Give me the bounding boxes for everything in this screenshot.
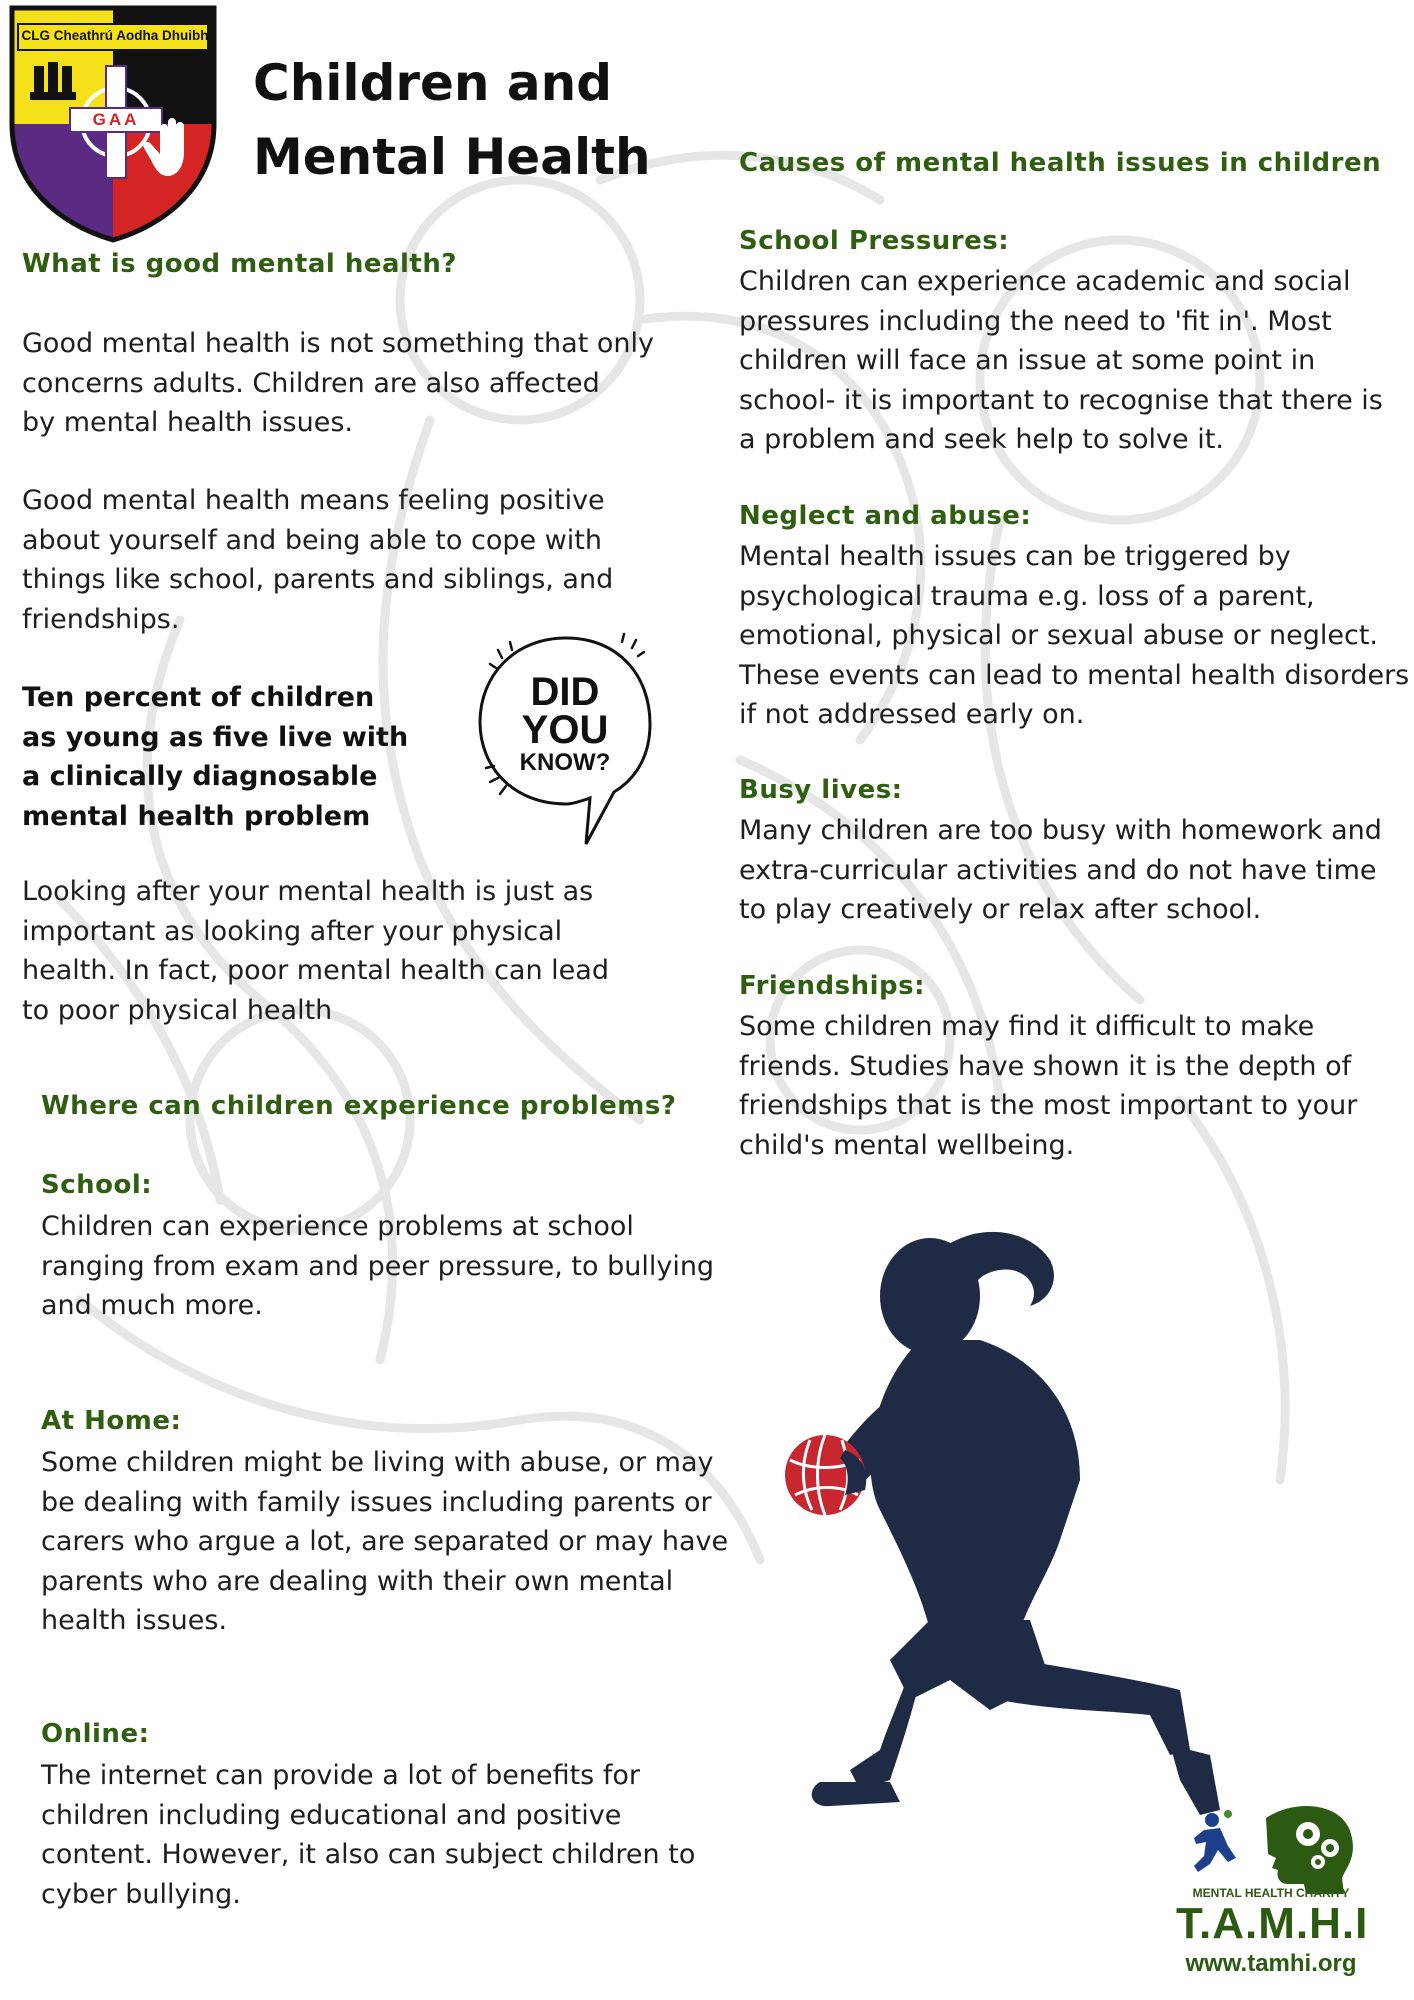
- text-line: friends. Studies have shown it is the depth of: [739, 1050, 1352, 1082]
- tamhi-name: T.A.M.H.I: [1176, 1899, 1369, 1948]
- club-crest: [8, 4, 218, 244]
- text-line: emotional, physical or sexual abuse or neglect.: [739, 620, 1379, 651]
- text-line: parents who are dealing with their own mental: [41, 1565, 674, 1597]
- text-line: psychological trauma e.g. loss of a parent,: [739, 580, 1315, 612]
- text-line: Ten percent of children: [22, 682, 375, 713]
- text-line: by mental health issues.: [22, 407, 354, 438]
- text-line: school- it is important to recognise that there is: [739, 384, 1383, 416]
- heading-online: Online:: [41, 1719, 150, 1749]
- text-line: friendships that is the most important to your: [739, 1090, 1358, 1121]
- text-line: if not addressed early on.: [739, 699, 1085, 730]
- text-line: to play creatively or relax after school.: [739, 894, 1262, 925]
- title-line-1: Children and: [253, 54, 613, 112]
- heading-causes: Causes of mental health issues in children: [739, 148, 1382, 178]
- text-line: children including educational and positive: [41, 1799, 622, 1831]
- did-you-know-line-1: DID: [530, 670, 600, 714]
- paragraph-online: [41, 1756, 695, 1914]
- text-line: mental health problem: [22, 800, 371, 832]
- did-you-know-line-3: KNOW?: [519, 749, 611, 776]
- text-line: and much more.: [41, 1290, 263, 1321]
- text-line: Good mental health means feeling positive: [22, 485, 605, 516]
- text-line: Looking after your mental health is just as: [22, 876, 594, 907]
- paragraph-friendships: [739, 1007, 1357, 1165]
- paragraph-school: [41, 1207, 714, 1326]
- tamhi-charity-label: MENTAL HEALTH CHARITY: [1192, 1886, 1350, 1900]
- tamhi-brain-icon: [1176, 1798, 1366, 1898]
- text-line: carers who argue a lot, are separated or may have: [41, 1526, 729, 1557]
- tamhi-logo: [1176, 1798, 1369, 1988]
- paragraph-at-home: [41, 1443, 728, 1641]
- text-line: ranging from exam and peer pressure, to bullying: [41, 1250, 715, 1282]
- text-line: Some children might be living with abuse, or may: [41, 1447, 714, 1478]
- text-line: concerns adults. Children are also affected: [22, 367, 600, 399]
- page-title: [253, 46, 651, 194]
- heading-what-is-good-mental-health: What is good mental health?: [22, 249, 457, 279]
- text-line: a clinically diagnosable: [22, 761, 378, 792]
- text-line: things like school, parents and siblings, and: [22, 564, 614, 595]
- text-line: to poor physical health: [22, 994, 333, 1026]
- text-line: content. However, it also can subject children to: [41, 1839, 696, 1870]
- paragraph-school-pressures: [739, 262, 1383, 460]
- title-line-2: Mental Health: [253, 128, 651, 186]
- gaa-badge-text: GAA: [92, 110, 140, 129]
- text-line: friendships.: [22, 603, 180, 635]
- heading-school-pressures: School Pressures:: [739, 226, 1010, 256]
- heading-where-problems: Where can children experience problems?: [41, 1091, 677, 1121]
- text-line: The internet can provide a lot of benefits for: [41, 1760, 640, 1791]
- heading-at-home: At Home:: [41, 1406, 182, 1436]
- heading-friendships: Friendships:: [739, 971, 925, 1001]
- paragraph-definition: [22, 481, 613, 639]
- text-line: child's mental wellbeing.: [739, 1129, 1075, 1161]
- did-you-know-line-2: YOU: [521, 708, 609, 752]
- text-line: children will face an issue at some point in: [739, 345, 1316, 376]
- heading-busy-lives: Busy lives:: [739, 775, 903, 805]
- text-line: be dealing with family issues including parents or: [41, 1486, 712, 1518]
- paragraph-physical-health: [22, 872, 609, 1030]
- text-line: Children can experience problems at school: [41, 1211, 634, 1242]
- text-line: health issues.: [41, 1605, 228, 1636]
- text-line: Some children may find it difficult to make: [739, 1011, 1315, 1042]
- heading-neglect-abuse: Neglect and abuse:: [739, 501, 1032, 531]
- text-line: These events can lead to mental health disorders: [739, 659, 1410, 691]
- text-line: health. In fact, poor mental health can lead: [22, 955, 609, 986]
- text-line: cyber bullying.: [41, 1878, 241, 1910]
- text-line: important as looking after your physical: [22, 915, 563, 947]
- text-line: Children can experience academic and social: [739, 266, 1351, 297]
- fact-statement: [22, 678, 408, 836]
- text-line: about yourself and being able to cope with: [22, 524, 602, 556]
- football-player-illustration: [750, 1210, 1330, 1830]
- paragraph-intro: [22, 324, 654, 443]
- paragraph-neglect-abuse: [739, 537, 1409, 735]
- text-line: Many children are too busy with homework and: [739, 815, 1382, 846]
- text-line: pressures including the need to 'fit in'. Most: [739, 305, 1332, 337]
- paragraph-busy-lives: [739, 811, 1382, 930]
- club-name: CLG Cheathrú Aodha Dhuibh: [21, 28, 209, 43]
- text-line: Good mental health is not something that only: [22, 328, 654, 359]
- text-line: Mental health issues can be triggered by: [739, 541, 1291, 572]
- heading-school: School:: [41, 1170, 153, 1200]
- text-line: extra-curricular activities and do not have time: [739, 854, 1377, 886]
- did-you-know-bubble: [474, 628, 654, 848]
- text-line: as young as five live with: [22, 721, 409, 753]
- tamhi-url[interactable]: www.tamhi.org: [1185, 1950, 1357, 1977]
- text-line: a problem and seek help to solve it.: [739, 424, 1224, 455]
